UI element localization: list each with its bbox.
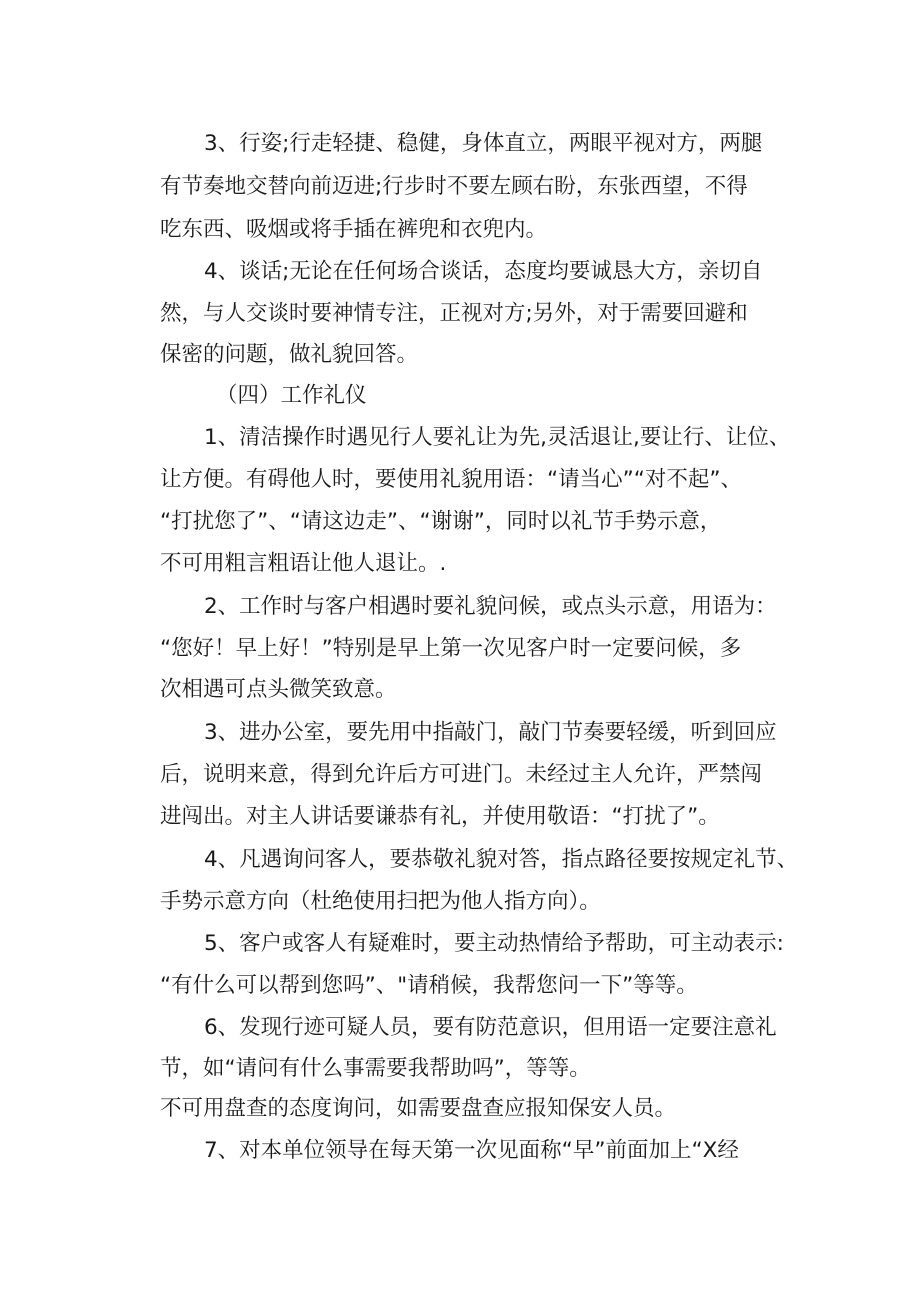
paragraph-line: 吃东西、吸烟或将手插在裤兜和衣兜内。 — [160, 217, 548, 242]
paragraph-line: “有什么可以帮到您吗”、"请稍候，我帮您问一下”等等。 — [160, 973, 698, 998]
paragraph-line: 进闯出。对主人讲话要谦恭有礼，并使用敬语：“打扰了”。 — [160, 804, 720, 829]
paragraph-line: 保密的问题，做礼貌回答。 — [160, 342, 419, 367]
paragraph-line: 7、对本单位领导在每天第一次见面称“早”前面加上“X经 — [204, 1138, 739, 1163]
paragraph-line: 次相遇可点头微笑致意。 — [160, 677, 397, 702]
paragraph-line: 6、发现行迹可疑人员，要有防范意识，但用语一定要注意礼 — [204, 1015, 777, 1040]
paragraph-line: 不可用盘查的态度询问，如需要盘查应报知保安人员。 — [160, 1096, 677, 1121]
paragraph-line: 2、工作时与客户相遇时要礼貌问候，或点头示意，用语为： — [204, 594, 777, 619]
paragraph-line: 1、清洁操作时遇见行人要礼让为先,灵活退让,要让行、让位、 — [204, 425, 791, 450]
paragraph-line: “您好！早上好！”特别是早上第一次见客户时一定要问候，多 — [160, 636, 742, 661]
paragraph-line: 4、凡遇询问客人，要恭敬礼貌对答，指点路径要按规定礼节、 — [204, 847, 799, 872]
paragraph-line: 节，如“请问有什么事需要我帮助吗”，等等。 — [160, 1056, 591, 1081]
paragraph-line: 手势示意方向（杜绝使用扫把为他人指方向）。 — [160, 889, 601, 914]
paragraph-line: 让方便。有碍他人时，要使用礼貌用语：“请当心”“对不起”、 — [160, 467, 743, 492]
paragraph-line: 5、客户或客人有疑难时，要主动热情给予帮助，可主动表示: — [204, 931, 784, 956]
paragraph-line: 4、谈话;无论在任何场合谈话，态度均要诚恳大方，亲切自 — [204, 259, 763, 284]
paragraph-line: 后，说明来意，得到允许后方可进门。未经过主人允许，严禁闯 — [160, 762, 763, 787]
paragraph-line: “打扰您了”、“请这边走”、“谢谢”，同时以礼节手势示意， — [160, 509, 722, 534]
paragraph-line: 3、行姿;行走轻捷、稳健，身体直立，两眼平视对方，两腿 — [204, 131, 763, 156]
section-heading: （四）工作礼仪 — [216, 383, 367, 408]
paragraph-line: 3、进办公室，要先用中指敲门，敲门节奏要轻缓，听到回应 — [204, 720, 777, 745]
paragraph-line: 然，与人交谈时要神情专注，正视对方;另外，对于需要回避和 — [160, 301, 748, 326]
paragraph-line: 有节奏地交替向前迈进;行步时不要左顾右盼，东张西望，不得 — [160, 174, 748, 199]
paragraph-line: 不可用粗言粗语让他人退让。. — [160, 551, 447, 576]
